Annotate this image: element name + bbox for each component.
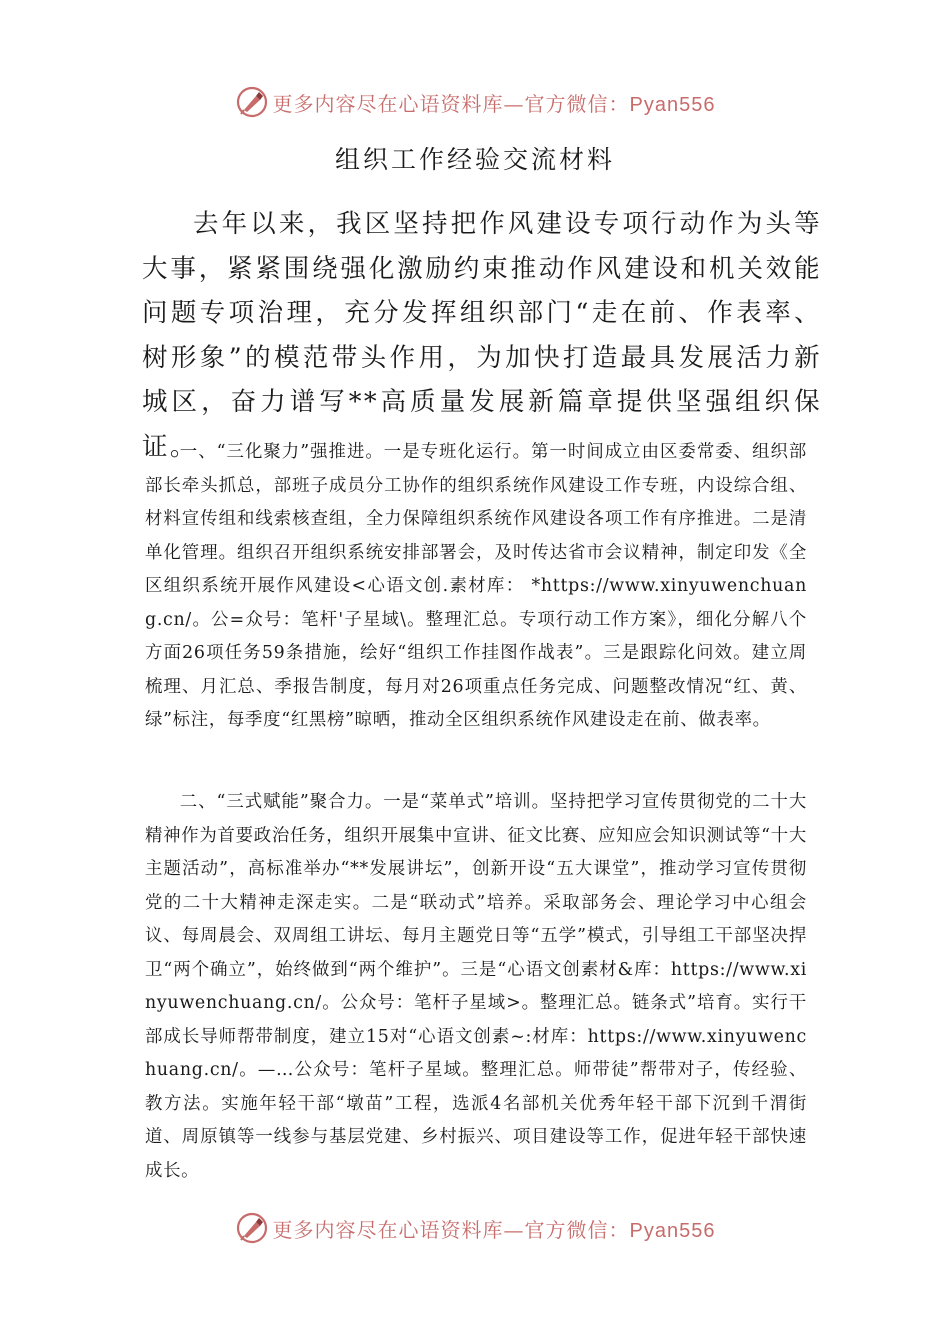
watermark-text: 更多内容尽在心语资料库—官方微信：Pyan556 xyxy=(272,91,716,116)
intro-paragraph: 去年以来，我区坚持把作风建设专项行动作为头等大事，紧紧围绕强化激励约束推动作风建设和机关效能问题专项治理，充分发挥组织部门“走在前、作表率、树形象”的模范带头作用，为加快打造最具发展活力新城区，奋力谱写**高质量发展新篇章提供坚强组织保证。 xyxy=(142,209,822,462)
watermark-header xyxy=(0,82,950,122)
document-title: 组织工作经验交流材料 xyxy=(334,145,615,174)
watermark-account: Pyan556 xyxy=(629,93,716,116)
pen-nib-logo-icon xyxy=(235,85,269,119)
section-paragraph-2: 二、“三式赋能”聚合力。一是“菜单式”培训。坚持把学习宣传贯彻党的二十大精神作为首要政治任务，组织开展集中宣讲、征文比赛、应知应会知识测试等“十大主题活动”，高标准举办“**发展讲坛”，创新开设“五大课堂”，推动学习宣传贯彻党的二十大精神走深走实。二是“联动式”培养。采取部务会、理论学习中心组会议、每周晨会、双周组工讲坛、每月主题党日等“五学”模式，引导组工干部坚决捍卫“两个确立”，始终做到“两个维护”。三是“心语文创素材&库：https://www.xinyuwenchuang.cn/。公众号：笔杆子星域>。整理汇总。链条式”培育。实行干部成长导师帮带制度，建立15对“心语文创素~:材库：https://www.xinyuwenchuang.cn/。—…公众号：笔杆子星域。整理汇总。师带徒”帮带对子，传经验、教方法。实施年轻干部“墩苗”工程，选派4名部机关优秀年轻干部下沉到千渭街道、周原镇等一线参与基层党建、乡村振兴、项目建设等工作，促进年轻干部快速成长。 xyxy=(145,792,807,1181)
watermark-text: 更多内容尽在心语资料库—官方微信：Pyan556 xyxy=(272,1217,716,1242)
watermark-footer xyxy=(0,1208,950,1248)
section-paragraph-1: 一、“三化聚力”强推进。一是专班化运行。第一时间成立由区委常委、组织部部长牵头抓总，部班子成员分工协作的组织系统作风建设工作专班，内设综合组、材料宣传组和线索核查组，全力保障组织系统作风建设各项工作有序推进。二是清单化管理。组织召开组织系统安排部署会，及时传达省市会议精神，制定印发《全区组织系统开展作风建设<心语文创.素材库： *https://www.xinyuwenchuang.cn/。公=众号：笔杆'子星域\。整理汇总。专项行动工作方案》，细化分解八个方面26项任务59条措施，绘好“组织工作挂图作战表”。三是跟踪化问效。建立周梳理、月汇总、季报告制度，每月对26项重点任务完成、问题整改情况“红、黄、绿”标注，每季度“红黑榜”晾晒，推动全区组织系统作风建设走在前、做表率。 xyxy=(145,442,807,730)
pen-nib-logo-icon xyxy=(235,1211,269,1245)
watermark-account: Pyan556 xyxy=(629,1219,716,1242)
